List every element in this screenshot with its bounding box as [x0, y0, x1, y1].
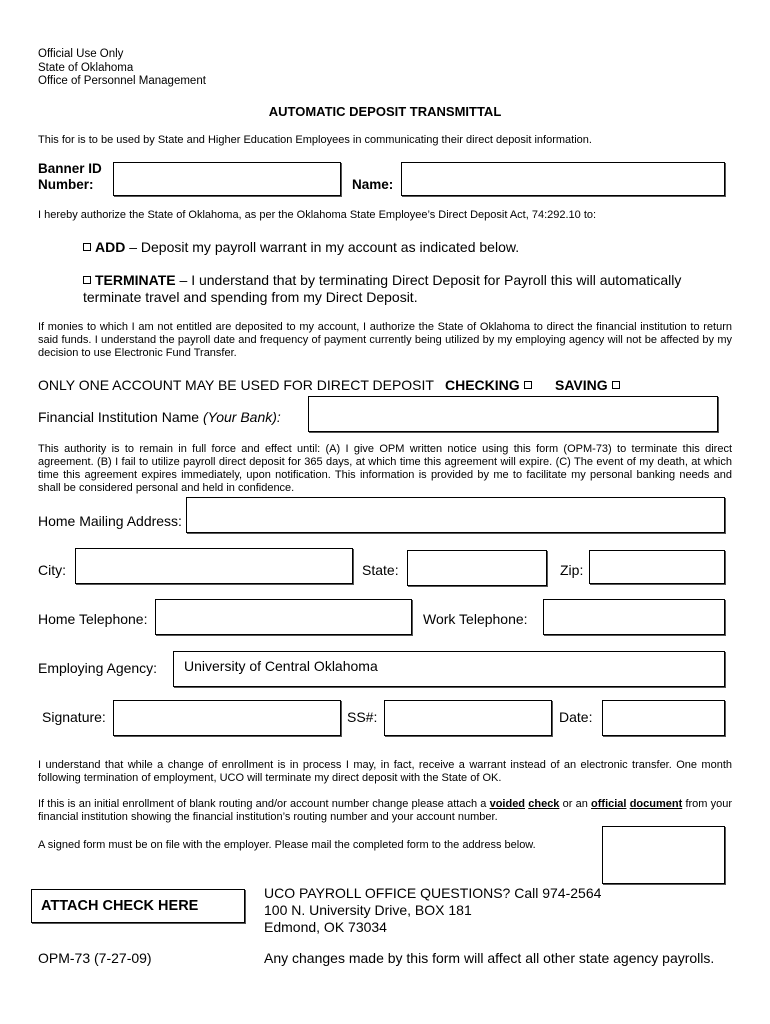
- attach-text-part-1: If this is an initial enrollment of blank routing and/or account number change please attach a: [38, 798, 490, 810]
- home-phone-label: Home Telephone:: [38, 611, 148, 627]
- checking-label: CHECKING: [445, 377, 520, 393]
- monies-paragraph: If monies to which I am not entitled are deposited to my account, I authorize the State of Oklahoma to direct the financial institution to return said funds. I understand the payroll date and frequency of payment currently being utilized by my employing agency will not be affected by my decision to use Electronic Fund Transfer.: [38, 321, 732, 359]
- zip-label: Zip:: [560, 562, 584, 578]
- enrollment-paragraph: I understand that while a change of enrollment is in process I may, in fact, receive a warrant instead of an electronic transfer. One month following termination of employment, UCO will terminate my direct deposit with the State of OK.: [38, 759, 732, 784]
- name-label: Name:: [352, 177, 394, 192]
- office-header: [38, 48, 206, 89]
- financial-label-italic: (Your Bank):: [202, 409, 281, 425]
- payroll-line-2: 100 N. University Drive, BOX 181: [264, 902, 472, 918]
- checking-option: [445, 377, 536, 393]
- one-account-text: ONLY ONE ACCOUNT MAY BE USED FOR DIRECT DEPOSIT: [38, 377, 434, 393]
- city-input[interactable]: [75, 548, 353, 584]
- checking-checkbox[interactable]: [524, 381, 532, 389]
- terminate-checkbox[interactable]: [83, 276, 91, 284]
- banner-id-label-line1: Banner ID: [38, 161, 102, 176]
- terminate-option: [83, 272, 681, 306]
- state-label: State:: [362, 562, 399, 578]
- saving-option: [555, 377, 624, 393]
- date-label: Date:: [559, 709, 593, 725]
- home-phone-input[interactable]: [155, 599, 412, 635]
- zip-input[interactable]: [589, 550, 725, 584]
- home-address-label: Home Mailing Address:: [38, 513, 182, 529]
- form-title: AUTOMATIC DEPOSIT TRANSMITTAL: [268, 104, 502, 119]
- header-line-1: Official Use Only: [38, 48, 124, 60]
- attach-check-box: ATTACH CHECK HERE: [31, 889, 245, 923]
- add-text: – Deposit my payroll warrant in my account as indicated below.: [125, 239, 520, 255]
- financial-label-text: Financial Institution Name: [38, 409, 203, 425]
- financial-institution-label: [38, 409, 281, 425]
- terminate-text-2: terminate travel and spending from my Direct Deposit.: [83, 289, 418, 305]
- official-emphasis: official: [591, 798, 627, 810]
- authority-paragraph: This authority is to remain in full force and effect until: (A) I give OPM written notice using this form (OPM-73) to terminate this direct agreement. (B) I fail to utilize payroll direct deposit for 365 days, at which time this agreement will expire. (C) The event of my death, at which time this agreement expires immediately, upon notification. This information is provided by me to facilitate my personal banking needs and shall be considered personal and held in confidence.: [38, 443, 732, 494]
- payroll-office-info: [264, 885, 601, 936]
- intro-text: This for is to be used by State and Higher Education Employees in communicating their direct deposit information.: [38, 134, 592, 146]
- home-address-input[interactable]: [186, 497, 725, 533]
- official-use-box: [602, 826, 725, 884]
- voided-emphasis: voided: [489, 798, 526, 810]
- saving-checkbox[interactable]: [612, 381, 620, 389]
- agency-input[interactable]: University of Central Oklahoma: [173, 651, 725, 687]
- financial-institution-input[interactable]: [308, 396, 718, 432]
- add-checkbox[interactable]: [83, 243, 91, 251]
- banner-id-label-line2: Number:: [38, 177, 94, 192]
- authorize-text: I hereby authorize the State of Oklahoma, as per the Oklahoma State Employee’s Direct Deposit Act, 74:292.10 to:: [38, 209, 597, 221]
- footer-note: Any changes made by this form will affect all other state agency payrolls.: [264, 950, 715, 966]
- header-line-2: State of Oklahoma: [38, 61, 134, 74]
- check-emphasis: check: [528, 798, 560, 810]
- signature-input[interactable]: [113, 700, 341, 736]
- banner-id-label: [38, 161, 102, 193]
- payroll-line-3: Edmond, OK 73034: [264, 919, 387, 935]
- city-label: City:: [38, 562, 66, 578]
- add-label: ADD: [95, 239, 126, 255]
- banner-id-input[interactable]: [113, 162, 341, 196]
- ssn-label: SS#:: [347, 709, 378, 725]
- attach-text-part-2: or an: [559, 798, 592, 810]
- payroll-line-1: UCO PAYROLL OFFICE QUESTIONS? Call 974-2564: [264, 885, 602, 901]
- state-input[interactable]: [407, 550, 547, 586]
- header-line-3: Office of Personnel Management: [38, 75, 206, 87]
- ssn-input[interactable]: [384, 700, 552, 736]
- work-phone-label: Work Telephone:: [423, 611, 528, 627]
- signed-form-text: A signed form must be on file with the employer. Please mail the completed form to the address below.: [38, 839, 536, 851]
- form-number: OPM-73 (7-27-09): [38, 950, 152, 966]
- agency-label: Employing Agency:: [38, 660, 158, 676]
- add-option: [83, 239, 519, 255]
- terminate-label: TERMINATE: [95, 272, 176, 288]
- signature-label: Signature:: [42, 709, 106, 725]
- saving-label: SAVING: [555, 377, 608, 393]
- attach-text-part-3: from your financial institution showing the financial institution’s routing number and your account number.: [38, 798, 733, 823]
- name-input[interactable]: [401, 162, 725, 196]
- date-input[interactable]: [602, 700, 725, 736]
- document-emphasis: document: [629, 798, 683, 810]
- work-phone-input[interactable]: [543, 599, 725, 635]
- attach-paragraph: [38, 798, 732, 824]
- terminate-text-1: – I understand that by terminating Direct Deposit for Payroll this will automatically: [175, 272, 682, 288]
